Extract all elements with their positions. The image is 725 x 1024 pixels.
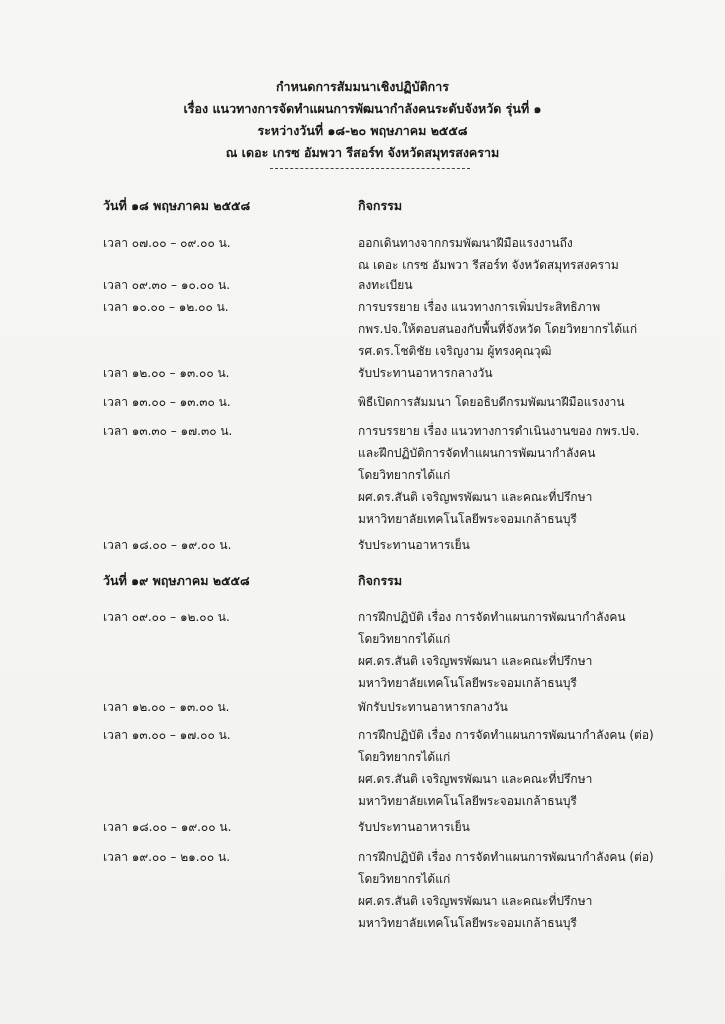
schedule-activity (358, 296, 698, 362)
activity-line: การฝึกปฏิบัติ เรื่อง การจัดทำแผนการพัฒนากำลังคน (358, 610, 626, 624)
activity-line: ผศ.ดร.สันติ เจริญพรพัฒนา และคณะที่ปรึกษา (358, 772, 593, 786)
activity-line: รับประทานอาหารกลางวัน (358, 366, 493, 380)
schedule-activity (358, 274, 698, 296)
day-date: วันที่ ๑๘ พฤษภาคม ๒๕๕๘ (103, 198, 251, 213)
schedule-activity (358, 724, 698, 812)
activity-line: โดยวิทยากรได้แก่ (358, 632, 451, 646)
activity-line: ผศ.ดร.สันติ เจริญพรพัฒนา และคณะที่ปรึกษา (358, 894, 593, 908)
schedule-time: เวลา ๑๒.๐๐ – ๑๓.๐๐ น. (103, 366, 230, 380)
header-subject: เรื่อง แนวทางการจัดทำแผนการพัฒนากำลังคนระดับจังหวัด รุ่นที่ ๑ (183, 101, 542, 116)
schedule-activity (358, 606, 698, 694)
activity-line: กพร.ปจ.ให้ตอบสนองกับพื้นที่จังหวัด โดยวิทยากรได้แก่ (358, 322, 638, 336)
activity-line: โดยวิทยากรได้แก่ (358, 872, 451, 886)
schedule-time: เวลา ๑๘.๐๐ – ๑๙.๐๐ น. (103, 538, 232, 552)
header-date-range: ระหว่างวันที่ ๑๘-๒๐ พฤษภาคม ๒๕๕๘ (257, 123, 468, 138)
activity-line: พักรับประทานอาหารกลางวัน (358, 700, 508, 714)
schedule-time: เวลา ๑๙.๐๐ – ๒๑.๐๐ น. (103, 850, 231, 864)
header-venue: ณ เดอะ เกรซ อัมพวา รีสอร์ท จังหวัดสมุทรสงคราม (225, 145, 500, 160)
schedule-time: เวลา ๑๓.๐๐ – ๑๓.๓๐ น. (103, 395, 231, 409)
day-date: วันที่ ๑๙ พฤษภาคม ๒๕๕๘ (103, 573, 250, 588)
activity-line: และฝึกปฏิบัติการจัดทำแผนการพัฒนากำลังคน (358, 446, 596, 460)
header-title: กำหนดการสัมมนาเชิงปฏิบัติการ (275, 79, 449, 94)
schedule-activity (358, 846, 698, 934)
schedule-time: เวลา ๐๙.๐๐ – ๑๒.๐๐ น. (103, 610, 230, 624)
activity-line: มหาวิทยาลัยเทคโนโลยีพระจอมเกล้าธนบุรี (358, 794, 577, 808)
document-header (0, 76, 725, 164)
schedule-time: เวลา ๑๘.๐๐ – ๑๙.๐๐ น. (103, 820, 232, 834)
activity-line: การฝึกปฏิบัติ เรื่อง การจัดทำแผนการพัฒนากำลังคน (ต่อ) (358, 850, 654, 864)
schedule-time: เวลา ๐๗.๐๐ – ๐๙.๐๐ น. (103, 236, 231, 250)
activity-line: ลงทะเบียน (358, 278, 413, 292)
schedule-activity (358, 534, 698, 556)
activity-column-header: กิจกรรม (358, 573, 403, 588)
schedule-time: เวลา ๑๒.๐๐ – ๑๓.๐๐ น. (103, 700, 230, 714)
activity-line: พิธีเปิดการสัมมนา โดยอธิบดีกรมพัฒนาฝีมือแรงงาน (358, 395, 625, 409)
activity-column-header: กิจกรรม (358, 198, 403, 213)
day-header (0, 196, 725, 218)
schedule-time: เวลา ๐๙.๓๐ – ๑๐.๐๐ น. (103, 278, 231, 292)
schedule-activity (358, 391, 698, 413)
schedule-activity (358, 362, 698, 384)
activity-line: การฝึกปฏิบัติ เรื่อง การจัดทำแผนการพัฒนากำลังคน (ต่อ) (358, 728, 654, 742)
schedule-activity (358, 696, 698, 718)
activity-line: ผศ.ดร.สันติ เจริญพรพัฒนา และคณะที่ปรึกษา (358, 490, 593, 504)
schedule-time: เวลา ๑๓.๐๐ – ๑๗.๐๐ น. (103, 728, 231, 742)
activity-line: มหาวิทยาลัยเทคโนโลยีพระจอมเกล้าธนบุรี (358, 676, 577, 690)
schedule-activity (358, 816, 698, 838)
schedule-time: เวลา ๑๓.๓๐ – ๑๗.๓๐ น. (103, 424, 233, 438)
activity-line: ออกเดินทางจากกรมพัฒนาฝีมือแรงงานถึง (358, 236, 573, 250)
schedule-activity (358, 420, 698, 530)
header-divider (270, 168, 470, 169)
day-header (0, 571, 725, 593)
activity-line: รับประทานอาหารเย็น (358, 538, 470, 552)
schedule-time: เวลา ๑๐.๐๐ – ๑๒.๐๐ น. (103, 300, 229, 314)
activity-line: ผศ.ดร.สันติ เจริญพรพัฒนา และคณะที่ปรึกษา (358, 654, 593, 668)
activity-line: การบรรยาย เรื่อง แนวทางการเพิ่มประสิทธิภาพ (358, 300, 601, 314)
schedule-activity (358, 232, 698, 276)
activity-line: รับประทานอาหารเย็น (358, 820, 470, 834)
activity-line: มหาวิทยาลัยเทคโนโลยีพระจอมเกล้าธนบุรี (358, 512, 577, 526)
activity-line: รศ.ดร.โชติชัย เจริญงาม ผู้ทรงคุณวุฒิ (358, 344, 552, 358)
activity-line: การบรรยาย เรื่อง แนวทางการดำเนินงานของ กพร.ปจ. (358, 424, 640, 438)
activity-line: โดยวิทยากรได้แก่ (358, 750, 451, 764)
activity-line: โดยวิทยากรได้แก่ (358, 468, 451, 482)
activity-line: มหาวิทยาลัยเทคโนโลยีพระจอมเกล้าธนบุรี (358, 916, 577, 930)
activity-line: ณ เดอะ เกรซ อัมพวา รีสอร์ท จังหวัดสมุทรสงคราม (358, 258, 619, 272)
